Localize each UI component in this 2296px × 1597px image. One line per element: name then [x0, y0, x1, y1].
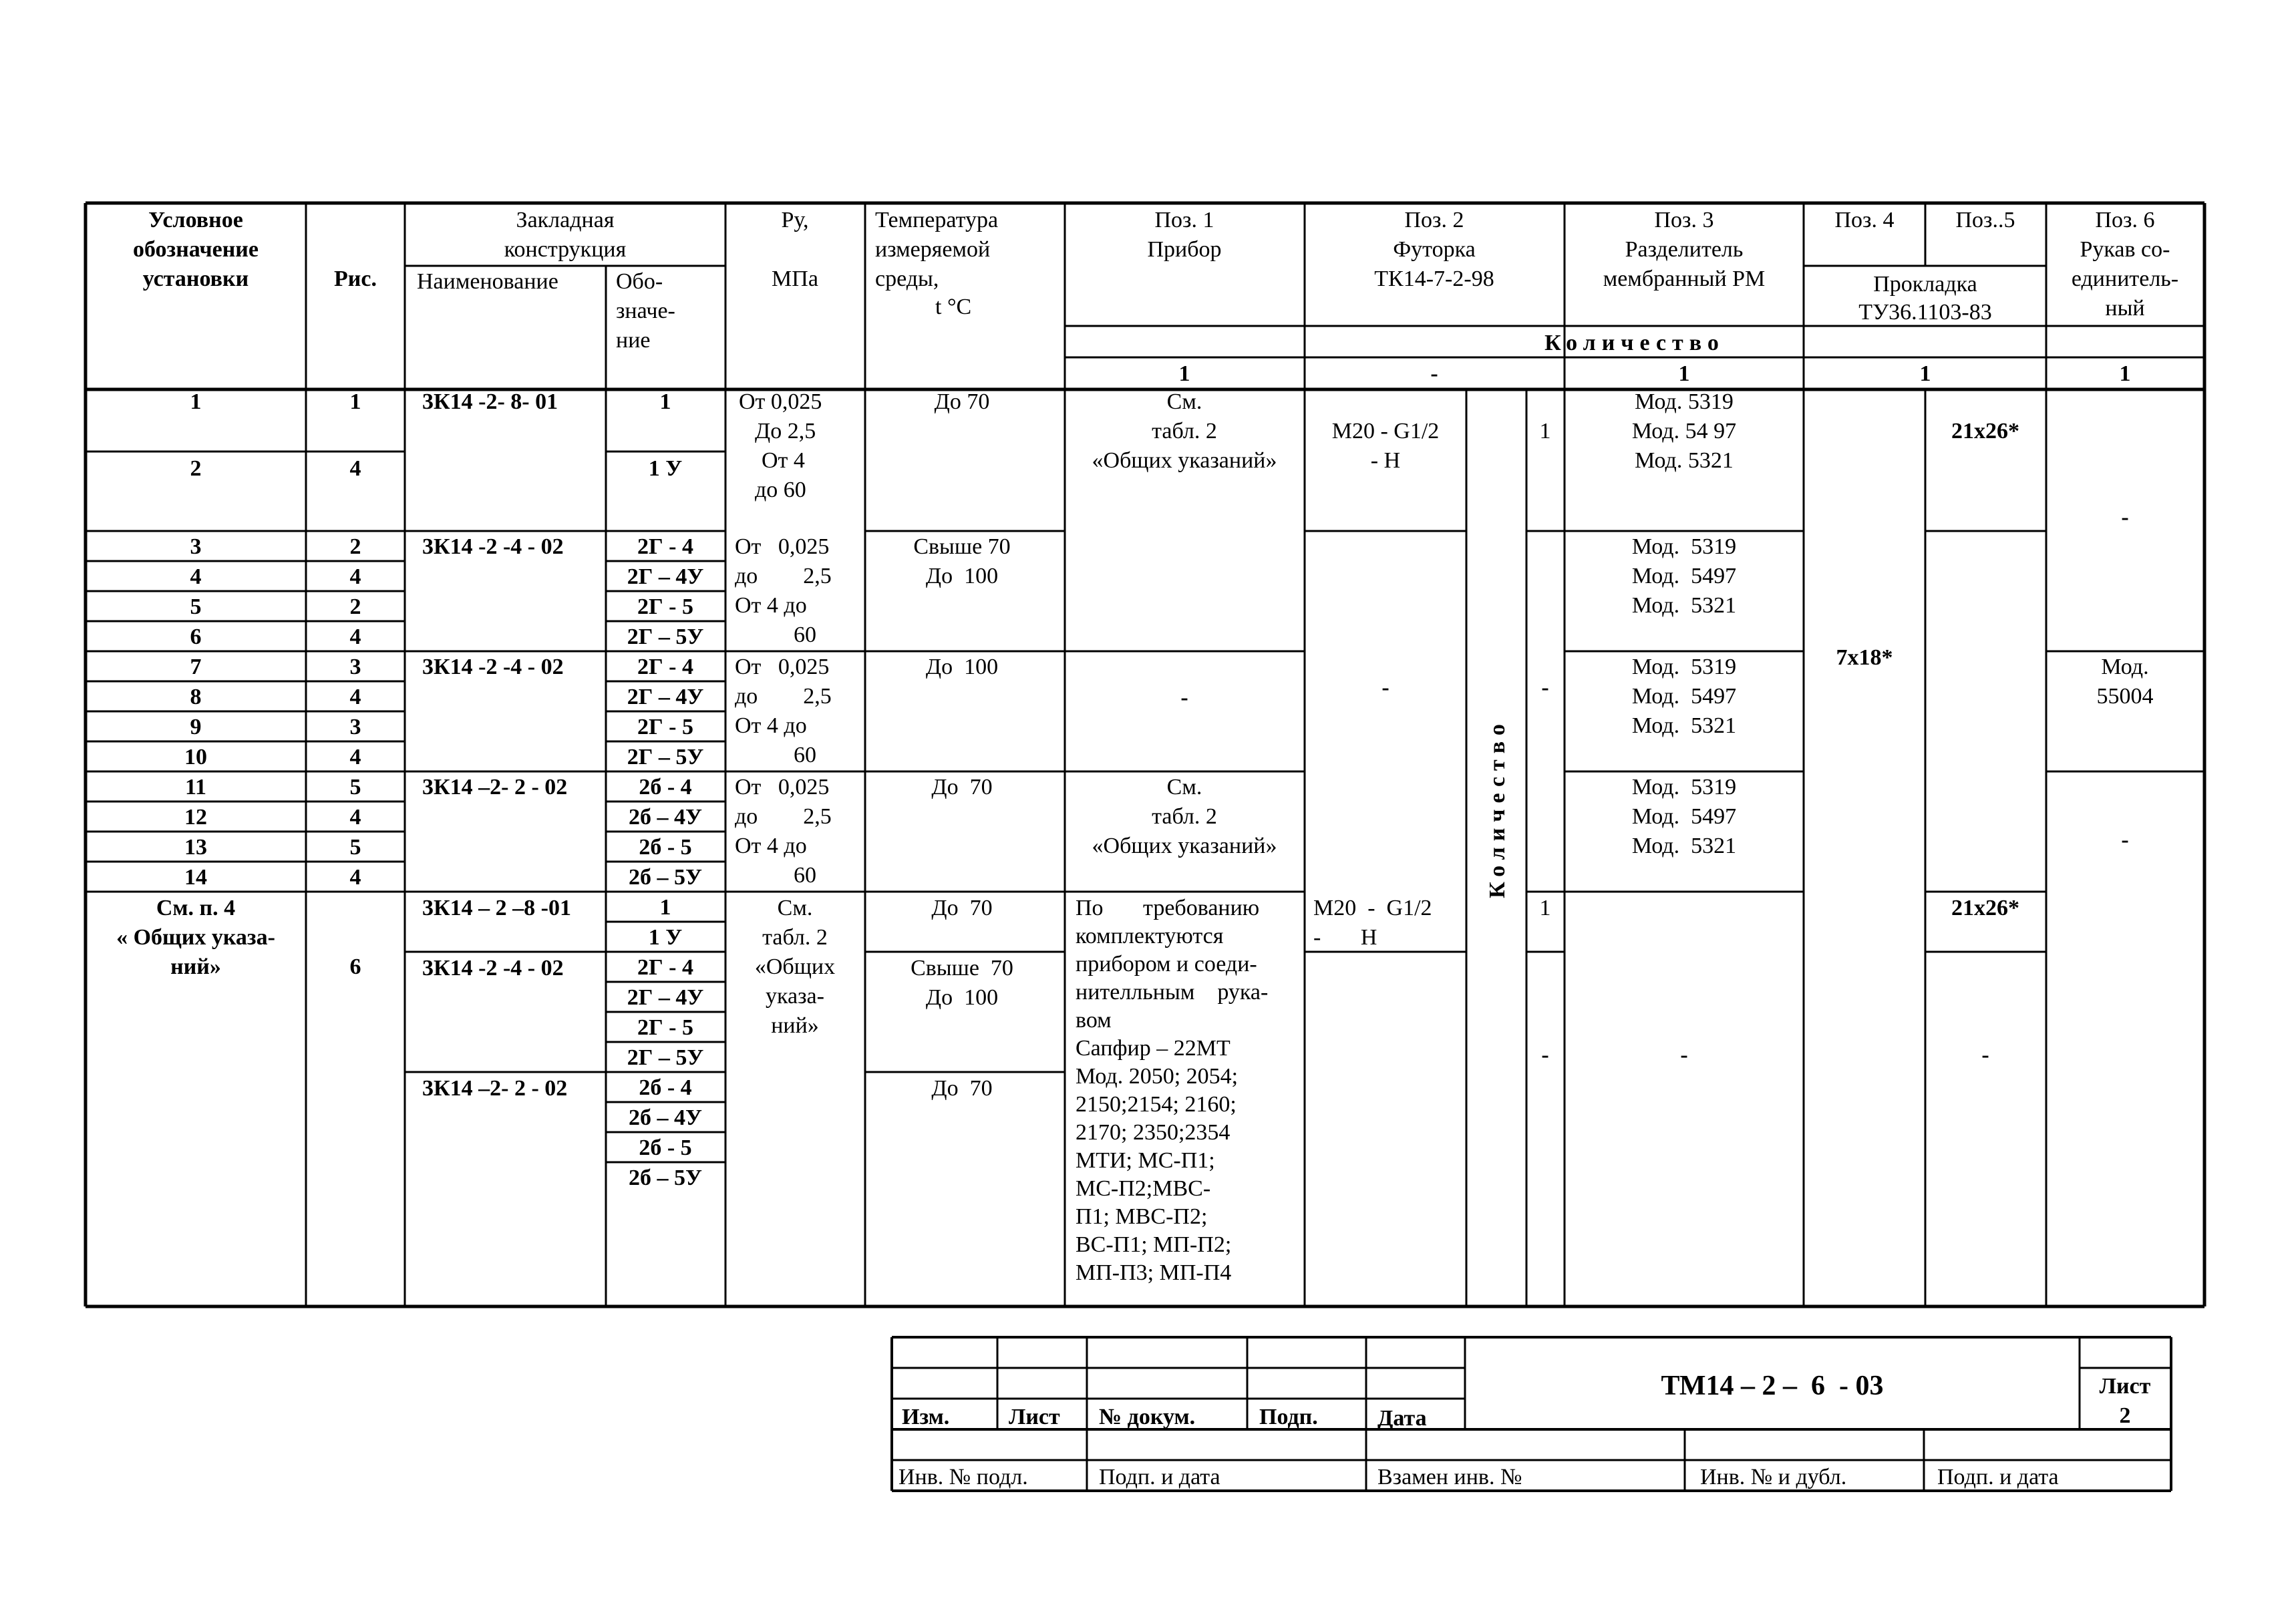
g5-poz1-13: ВС-П1; МП-П2;: [1076, 1232, 1232, 1257]
header-temp-4: t °C: [935, 295, 972, 319]
header-poz1-2: Прибор: [1147, 237, 1222, 262]
g5-obo-c-1: 2б - 4: [639, 1075, 692, 1100]
g5-poz1-8: 2150;2154; 2160;: [1076, 1092, 1237, 1117]
header-poz2-2: Футорка: [1393, 237, 1476, 262]
g3-poz2: -: [1381, 675, 1389, 700]
g5-temp-c: До 70: [931, 1076, 993, 1101]
g5-poz1-5: вом: [1076, 1008, 1112, 1033]
g5-ris: 6: [349, 954, 361, 979]
g2-ru-1: От 0,025: [735, 534, 830, 559]
header-poz3-2: Разделитель: [1625, 237, 1744, 262]
row-10-obo: 2Г – 5У: [627, 745, 704, 769]
g1-poz2-qty: 1: [1539, 419, 1551, 443]
g5-naim-a: 3К14 – 2 –8 -01: [422, 896, 571, 920]
g3-ru-2: до 2,5: [735, 684, 832, 709]
row-6-ris: 4: [349, 625, 361, 649]
qty-poz3: 1: [1678, 361, 1690, 386]
stamp-podp: Подп.: [1259, 1405, 1318, 1429]
g5-temp-b-1: Свыше 70: [911, 956, 1013, 981]
row-14-obo: 2б – 5У: [629, 865, 702, 890]
g5-ru-4: указа-: [766, 984, 824, 1009]
g3-ru-1: От 0,025: [735, 655, 830, 679]
g3-poz3-3: Мод. 5321: [1631, 713, 1737, 738]
g5-poz5-a: 21x26*: [1951, 896, 2019, 920]
g1-poz1-1: См.: [1166, 389, 1202, 414]
row-7-ris: 3: [349, 655, 361, 679]
header-poz6-4: ный: [2105, 296, 2145, 321]
g1-poz5: 21x26*: [1951, 419, 2019, 443]
header-ris: Рис.: [334, 267, 377, 291]
header-temp-1: Температура: [875, 208, 999, 232]
g5-poz2-1: М20 - G1/2: [1313, 896, 1432, 920]
header-poz1-1: Поз. 1: [1154, 208, 1214, 232]
g5-temp-b-2: До 100: [925, 985, 999, 1010]
row-1-ust: 1: [190, 389, 202, 414]
g5-ru-3: «Общих: [754, 954, 836, 979]
g4-poz1-3: «Общих указаний»: [1092, 834, 1277, 858]
header-poz6-2: Рукав со-: [2080, 237, 2170, 262]
stamp-data: Дата: [1377, 1406, 1427, 1431]
g5-ru-5: ний»: [771, 1013, 819, 1038]
g5-naim-c: 3К14 –2- 2 - 02: [422, 1076, 568, 1101]
g3-poz6-1: Мод.: [2101, 655, 2149, 679]
g5-poz3: -: [1680, 1043, 1688, 1067]
g5-obo-a-2: 1 У: [648, 925, 683, 950]
stamp-podp-data-2: Подп. и дата: [1937, 1465, 2059, 1489]
g3-poz3-2: Мод. 5497: [1631, 684, 1737, 709]
header-oboznachenie-2: значе-: [616, 299, 675, 323]
g1-temp: До 70: [934, 389, 990, 414]
g1-ru-2: До 2,5: [755, 419, 816, 443]
g5-poz2-qty-a: 1: [1539, 896, 1551, 920]
qty-poz2: -: [1430, 361, 1438, 386]
header-oboznachenie-1: Обо-: [616, 269, 663, 294]
row-6-obo: 2Г – 5У: [627, 625, 704, 649]
g5-poz2-qty-b: -: [1541, 1043, 1549, 1067]
g1-naim: 3К14 -2- 8- 01: [422, 389, 558, 414]
row-4-obo: 2Г – 4У: [627, 564, 704, 589]
row-5-obo: 2Г - 5: [637, 594, 693, 619]
header-poz2-3: ТК14-7-2-98: [1374, 267, 1494, 291]
qty-poz6: 1: [2119, 361, 2131, 386]
g4-poz1-1: См.: [1166, 775, 1202, 800]
header-prokladka-2: ТУ36.1103-83: [1858, 300, 1992, 325]
row-6-ust: 6: [190, 625, 202, 649]
kolichestvo-vertical-label: Количество: [1485, 718, 1510, 898]
g2-temp-2: До 100: [925, 564, 999, 588]
header-zakladnaya-1: Закладная: [516, 208, 615, 232]
g5-poz1-6: Сапфир – 22МТ: [1076, 1036, 1231, 1061]
g4-poz1-2: табл. 2: [1152, 804, 1217, 829]
row-8-obo: 2Г – 4У: [627, 685, 704, 709]
row-3-ris: 2: [349, 534, 361, 559]
g5-poz1-12: П1; МВС-П2;: [1076, 1204, 1208, 1229]
stamp-list-label: Лист: [2099, 1374, 2151, 1399]
g4-ru-3: От 4 до: [735, 834, 807, 858]
row-12-ris: 4: [349, 805, 361, 830]
g4-temp: До 70: [931, 775, 993, 800]
g4-poz6: -: [2121, 828, 2129, 852]
g1-poz2-1: М20 - G1/2: [1331, 419, 1440, 443]
row-10-ust: 10: [184, 745, 207, 769]
g5-poz1-14: МП-П3; МП-П4: [1076, 1260, 1232, 1285]
header-oboznachenie-3: ние: [616, 328, 651, 353]
g5-ust-3: ний»: [170, 954, 221, 979]
g5-obo-c-4: 2б – 5У: [629, 1166, 702, 1190]
stamp-podp-data: Подп. и дата: [1099, 1465, 1220, 1489]
stamp-n-dokum: № докум.: [1099, 1405, 1196, 1429]
g4-ru-4: 60: [794, 863, 816, 888]
header-ustanovka-2: обозначение: [133, 237, 259, 262]
row-11-ust: 11: [184, 775, 207, 800]
row-13-obo: 2б - 5: [639, 835, 692, 860]
g4-poz3-1: Мод. 5319: [1631, 775, 1737, 800]
header-zakladnaya-2: конструкция: [504, 237, 627, 262]
header-naimenovanie: Наименование: [417, 269, 558, 294]
g3-poz1: -: [1180, 685, 1188, 710]
g5-poz1-1: По требованию: [1076, 896, 1260, 920]
row-12-obo: 2б – 4У: [629, 805, 702, 830]
g3-temp: До 100: [925, 655, 999, 679]
g2-poz3-2: Мод. 5497: [1631, 564, 1737, 588]
g5-obo-c-3: 2б - 5: [639, 1135, 692, 1160]
row-14-ust: 14: [184, 865, 207, 890]
row-5-ust: 5: [190, 594, 202, 619]
g5-poz1-7: Мод. 2050; 2054;: [1076, 1064, 1239, 1089]
document-title: ТМ14 – 2 – 6 - 03: [1661, 1371, 1884, 1401]
row-9-ust: 9: [190, 715, 202, 739]
row-7-ust: 7: [190, 655, 202, 679]
g1-poz3-3: Мод. 5321: [1635, 448, 1734, 473]
row-2-ris: 4: [349, 456, 361, 481]
g3-naim: 3К14 -2 -4 - 02: [422, 655, 564, 679]
g5-obo-b-2: 2Г – 4У: [627, 985, 704, 1010]
header-ru-1: Ру,: [781, 208, 809, 232]
row-2-obo: 1 У: [648, 456, 683, 481]
g1-ru-4: до 60: [755, 478, 806, 502]
g5-poz1-4: нителльным рука-: [1076, 980, 1269, 1005]
row-8-ust: 8: [190, 685, 202, 709]
g2-poz3-3: Мод. 5321: [1631, 593, 1737, 618]
header-temp-3: среды,: [875, 267, 939, 291]
g2-ru-4: 60: [794, 623, 816, 647]
row-3-obo: 2Г - 4: [637, 534, 693, 559]
g5-ru-1: См.: [777, 896, 813, 920]
g3-poz3-1: Мод. 5319: [1631, 655, 1737, 679]
g3-ru-4: 60: [794, 743, 816, 767]
g5-naim-b: 3К14 -2 -4 - 02: [422, 956, 564, 981]
header-temp-2: измеряемой: [875, 237, 991, 262]
header-poz3-3: мембранный РМ: [1603, 267, 1766, 291]
table-header: [133, 208, 2178, 386]
qty-poz45: 1: [1919, 361, 1931, 386]
row-14-ris: 4: [349, 865, 361, 890]
g5-poz1-11: МС-П2;МВС-: [1076, 1176, 1211, 1201]
stamp-inv-podl: Инв. № подл.: [898, 1465, 1028, 1489]
g2-ru-2: до 2,5: [735, 564, 832, 588]
g5-poz1-2: комплектуются: [1076, 924, 1224, 948]
row-1-obo: 1: [659, 389, 671, 414]
poz4-merged-value: 7x18*: [1836, 645, 1893, 670]
row-2-ust: 2: [190, 456, 202, 481]
row-5-ris: 2: [349, 594, 361, 619]
header-poz3-1: Поз. 3: [1654, 208, 1714, 232]
header-poz4: Поз. 4: [1834, 208, 1895, 232]
g5-obo-b-1: 2Г - 4: [637, 955, 693, 980]
row-4-ris: 4: [349, 564, 361, 589]
group-5: [116, 895, 2019, 1285]
header-ustanovka-3: установки: [142, 267, 249, 291]
g2-poz3-1: Мод. 5319: [1631, 534, 1737, 559]
stamp-list-number: 2: [2119, 1403, 2131, 1428]
g2-naim: 3К14 -2 -4 - 02: [422, 534, 564, 559]
header-ustanovka-1: Условное: [148, 208, 243, 232]
g5-poz2-2: - Н: [1313, 925, 1377, 950]
g1-poz2-2: - Н: [1370, 448, 1401, 473]
g5-temp-a: До 70: [931, 896, 993, 920]
g3-poz2-qty: -: [1541, 675, 1549, 700]
g2-ru-3: От 4 до: [735, 593, 807, 618]
row-9-ris: 3: [349, 715, 361, 739]
header-poz6-1: Поз. 6: [2095, 208, 2155, 232]
header-poz2-1: Поз. 2: [1404, 208, 1464, 232]
g4-poz3-3: Мод. 5321: [1631, 834, 1737, 858]
g1-poz1-2: табл. 2: [1152, 419, 1217, 443]
header-prokladka-1: Прокладка: [1873, 272, 1977, 297]
g1-ru-3: От 4: [762, 448, 805, 473]
g1-poz1-3: «Общих указаний»: [1092, 448, 1277, 473]
g2-poz6: -: [2121, 505, 2129, 530]
g4-ru-2: до 2,5: [735, 804, 832, 829]
g3-poz6-2: 55004: [2096, 684, 2154, 709]
row-4-ust: 4: [190, 564, 202, 589]
g5-obo-c-2: 2б – 4У: [629, 1105, 702, 1130]
g5-ust-1: См. п. 4: [156, 896, 236, 920]
g4-naim: 3К14 –2- 2 - 02: [422, 775, 568, 800]
header-kolichestvo: Количество: [1544, 331, 1725, 355]
g1-poz3-2: Мод. 54 97: [1631, 419, 1737, 443]
g5-poz1-10: МТИ; МС-П1;: [1076, 1148, 1215, 1173]
row-10-ris: 4: [349, 745, 361, 769]
g3-ru-3: От 4 до: [735, 713, 807, 738]
stamp-list: Лист: [1009, 1405, 1060, 1429]
g5-poz5-b: -: [1981, 1043, 1989, 1067]
g1-ru-1: От 0,025: [739, 389, 822, 414]
g5-poz1-3: прибором и соеди-: [1076, 952, 1257, 977]
row-13-ris: 5: [349, 835, 361, 860]
row-8-ris: 4: [349, 685, 361, 709]
row-12-ust: 12: [184, 805, 207, 830]
g4-poz3-2: Мод. 5497: [1631, 804, 1737, 829]
row-1-ris: 1: [349, 389, 361, 414]
g5-ust-2: « Общих указа-: [116, 925, 275, 950]
row-11-obo: 2б - 4: [639, 775, 692, 800]
row-11-ris: 5: [349, 775, 361, 800]
g5-obo-b-4: 2Г – 5У: [627, 1045, 704, 1070]
g5-ru-2: табл. 2: [762, 925, 828, 950]
stamp-izm: Изм.: [902, 1405, 950, 1429]
g5-obo-a-1: 1: [659, 895, 671, 920]
stamp-vzamen: Взамен инв. №: [1377, 1465, 1522, 1489]
row-3-ust: 3: [190, 534, 202, 559]
table-body-rows: [184, 389, 703, 890]
g1-poz3-1: Мод. 5319: [1635, 389, 1734, 414]
qty-poz1: 1: [1178, 361, 1190, 386]
header-ru-2: МПа: [772, 267, 818, 291]
stamp-inv-dubl: Инв. № и дубл.: [1700, 1465, 1847, 1489]
g5-poz1-9: 2170; 2350;2354: [1076, 1120, 1231, 1145]
row-7-obo: 2Г - 4: [637, 655, 693, 679]
g2-temp-1: Свыше 70: [913, 534, 1011, 559]
g5-obo-b-3: 2Г - 5: [637, 1015, 693, 1040]
header-poz5: Поз..5: [1955, 208, 2015, 232]
row-9-obo: 2Г - 5: [637, 715, 693, 739]
row-13-ust: 13: [184, 835, 207, 860]
header-poz6-3: единитель-: [2071, 267, 2179, 291]
g4-ru-1: От 0,025: [735, 775, 830, 800]
